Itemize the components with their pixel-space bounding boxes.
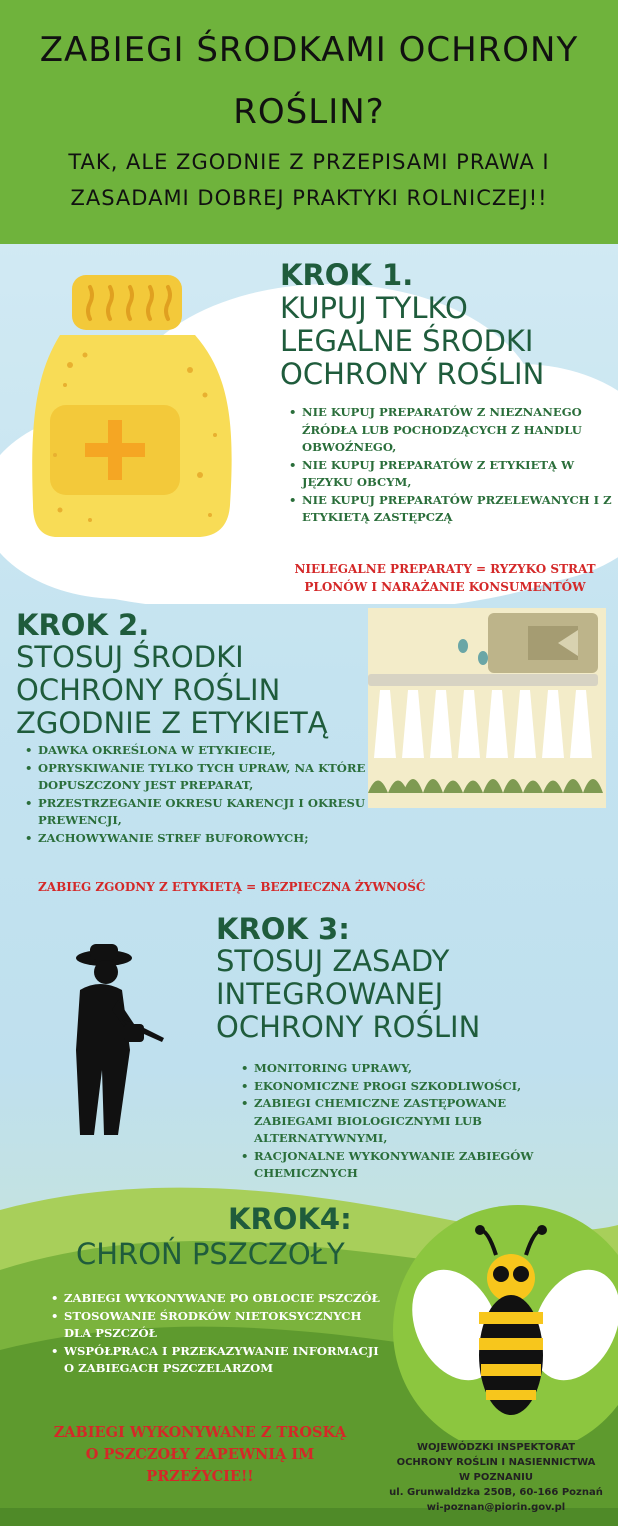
step3-title-line: INTEGROWANEJ [216, 977, 444, 1011]
list-item: • EKONOMICZNE PROGI SZKODLIWOŚCI, [254, 1078, 554, 1096]
list-item: • DAWKA OKREŚLONA W ETYKIECIE, [38, 742, 368, 760]
bottle-illustration [30, 275, 240, 545]
step1-warning-line: PLONÓW I NARAŻANIE KONSUMENTÓW [304, 580, 586, 594]
step3-heading: KROK 3: [216, 912, 350, 946]
list-item: • MONITORING UPRAWY, [254, 1060, 554, 1078]
step2-warning: ZABIEG ZGODNY Z ETYKIETĄ = BEZPIECZNA ŻYWNOŚĆ [38, 880, 426, 894]
step4-warning-line: PRZEŻYCIE!! [146, 1468, 254, 1485]
step2-list [22, 742, 368, 847]
organization-info [378, 1440, 614, 1515]
title-line-2: ROŚLIN? [233, 92, 385, 132]
step2-title-line: STOSUJ ŚRODKI [16, 640, 244, 674]
list-item: • NIE KUPUJ PREPARATÓW Z ETYKIETĄ W JĘZYKU OBCYM, [302, 457, 618, 492]
step1-title-line: OCHRONY ROŚLIN [280, 357, 545, 391]
step2-title-line: ZGODNIE Z ETYKIETĄ [16, 706, 328, 740]
subtitle-line-1: TAK, ALE ZGODNIE Z PRZEPISAMI PRAWA I [68, 150, 550, 174]
list-item: • ZACHOWYWANIE STREF BUFOROWYCH; [38, 830, 368, 848]
step4-list [48, 1290, 384, 1378]
step2-title-line: OCHRONY ROŚLIN [16, 673, 281, 707]
step4-heading: KROK4: [228, 1202, 352, 1236]
list-item: • STOSOWANIE ŚRODKÓW NIETOKSYCZNYCH DLA PSZCZÓŁ [64, 1308, 384, 1343]
step3-list [238, 1060, 554, 1183]
step1-warning-line: NIELEGALNE PREPARATY = RYZYKO STRAT [294, 562, 596, 576]
list-item: • ZABIEGI WYKONYWANE PO OBLOCIE PSZCZÓŁ [64, 1290, 384, 1308]
org-address: ul. Grunwaldzka 250B, 60-166 Poznań [389, 1487, 603, 1498]
org-line: W POZNANIU [459, 1472, 533, 1483]
sprayer-illustration [368, 608, 606, 808]
step3-title [216, 945, 480, 1044]
step4-warning-line: ZABIEGI WYKONYWANE Z TROSKĄ [53, 1424, 347, 1441]
list-item: • NIE KUPUJ PREPARATÓW Z NIEZNANEGO ŹRÓDŁA LUB POCHODZĄCYCH Z HANDLU OBWOŹNEGO, [302, 404, 618, 457]
step1-title [280, 292, 544, 391]
step3-title-line: STOSUJ ZASADY [216, 944, 450, 978]
bee-illustration [388, 1200, 618, 1440]
list-item: • NIE KUPUJ PREPARATÓW PRZELEWANYCH I Z ETYKIETĄ ZASTĘPCZĄ [302, 492, 618, 527]
step1-list [286, 404, 618, 527]
org-line: OCHRONY ROŚLIN I NASIENNICTWA [396, 1457, 596, 1468]
step4-warning-line: O PSZCZOŁY ZAPEWNIĄ IM [85, 1446, 315, 1463]
step4-title: CHROŃ PSZCZOŁY [76, 1237, 345, 1271]
title-line-1: ZABIEGI ŚRODKAMI OCHRONY [39, 30, 579, 70]
org-email[interactable]: wi-poznan@piorin.gov.pl [426, 1502, 566, 1513]
farmer-silhouette [60, 940, 170, 1140]
step1-title-line: LEGALNE ŚRODKI [280, 324, 534, 358]
step1-title-line: KUPUJ TYLKO [280, 291, 468, 325]
list-item: • RACJONALNE WYKONYWANIE ZABIEGÓW CHEMICZNYCH [254, 1148, 554, 1183]
list-item: • WSPÓŁPRACA I PRZEKAZYWANIE INFORMACJI O ZABIEGACH PSZCZELARZOM [64, 1343, 384, 1378]
step3-title-line: OCHRONY ROŚLIN [216, 1010, 481, 1044]
subtitle-line-2: ZASADAMI DOBREJ PRAKTYKI ROLNICZEJ!! [70, 186, 548, 210]
step4-warning [20, 1422, 380, 1488]
list-item: • OPRYSKIWANIE TYLKO TYCH UPRAW, NA KTÓRE DOPUSZCZONY JEST PREPARAT, [38, 760, 368, 795]
step1-heading: KROK 1. [280, 258, 414, 292]
step1-warning [280, 560, 610, 596]
step2-heading: KROK 2. [16, 608, 150, 642]
list-item: • PRZESTRZEGANIE OKRESU KARENCJI I OKRESU PREWENCJI, [38, 795, 368, 830]
org-line: WOJEWÓDZKI INSPEKTORAT [416, 1442, 576, 1453]
step2-title [16, 641, 328, 740]
list-item: • ZABIEGI CHEMICZNE ZASTĘPOWANE ZABIEGAMI BIOLOGICZNYMI LUB ALTERNATYWNYMI, [254, 1095, 554, 1148]
